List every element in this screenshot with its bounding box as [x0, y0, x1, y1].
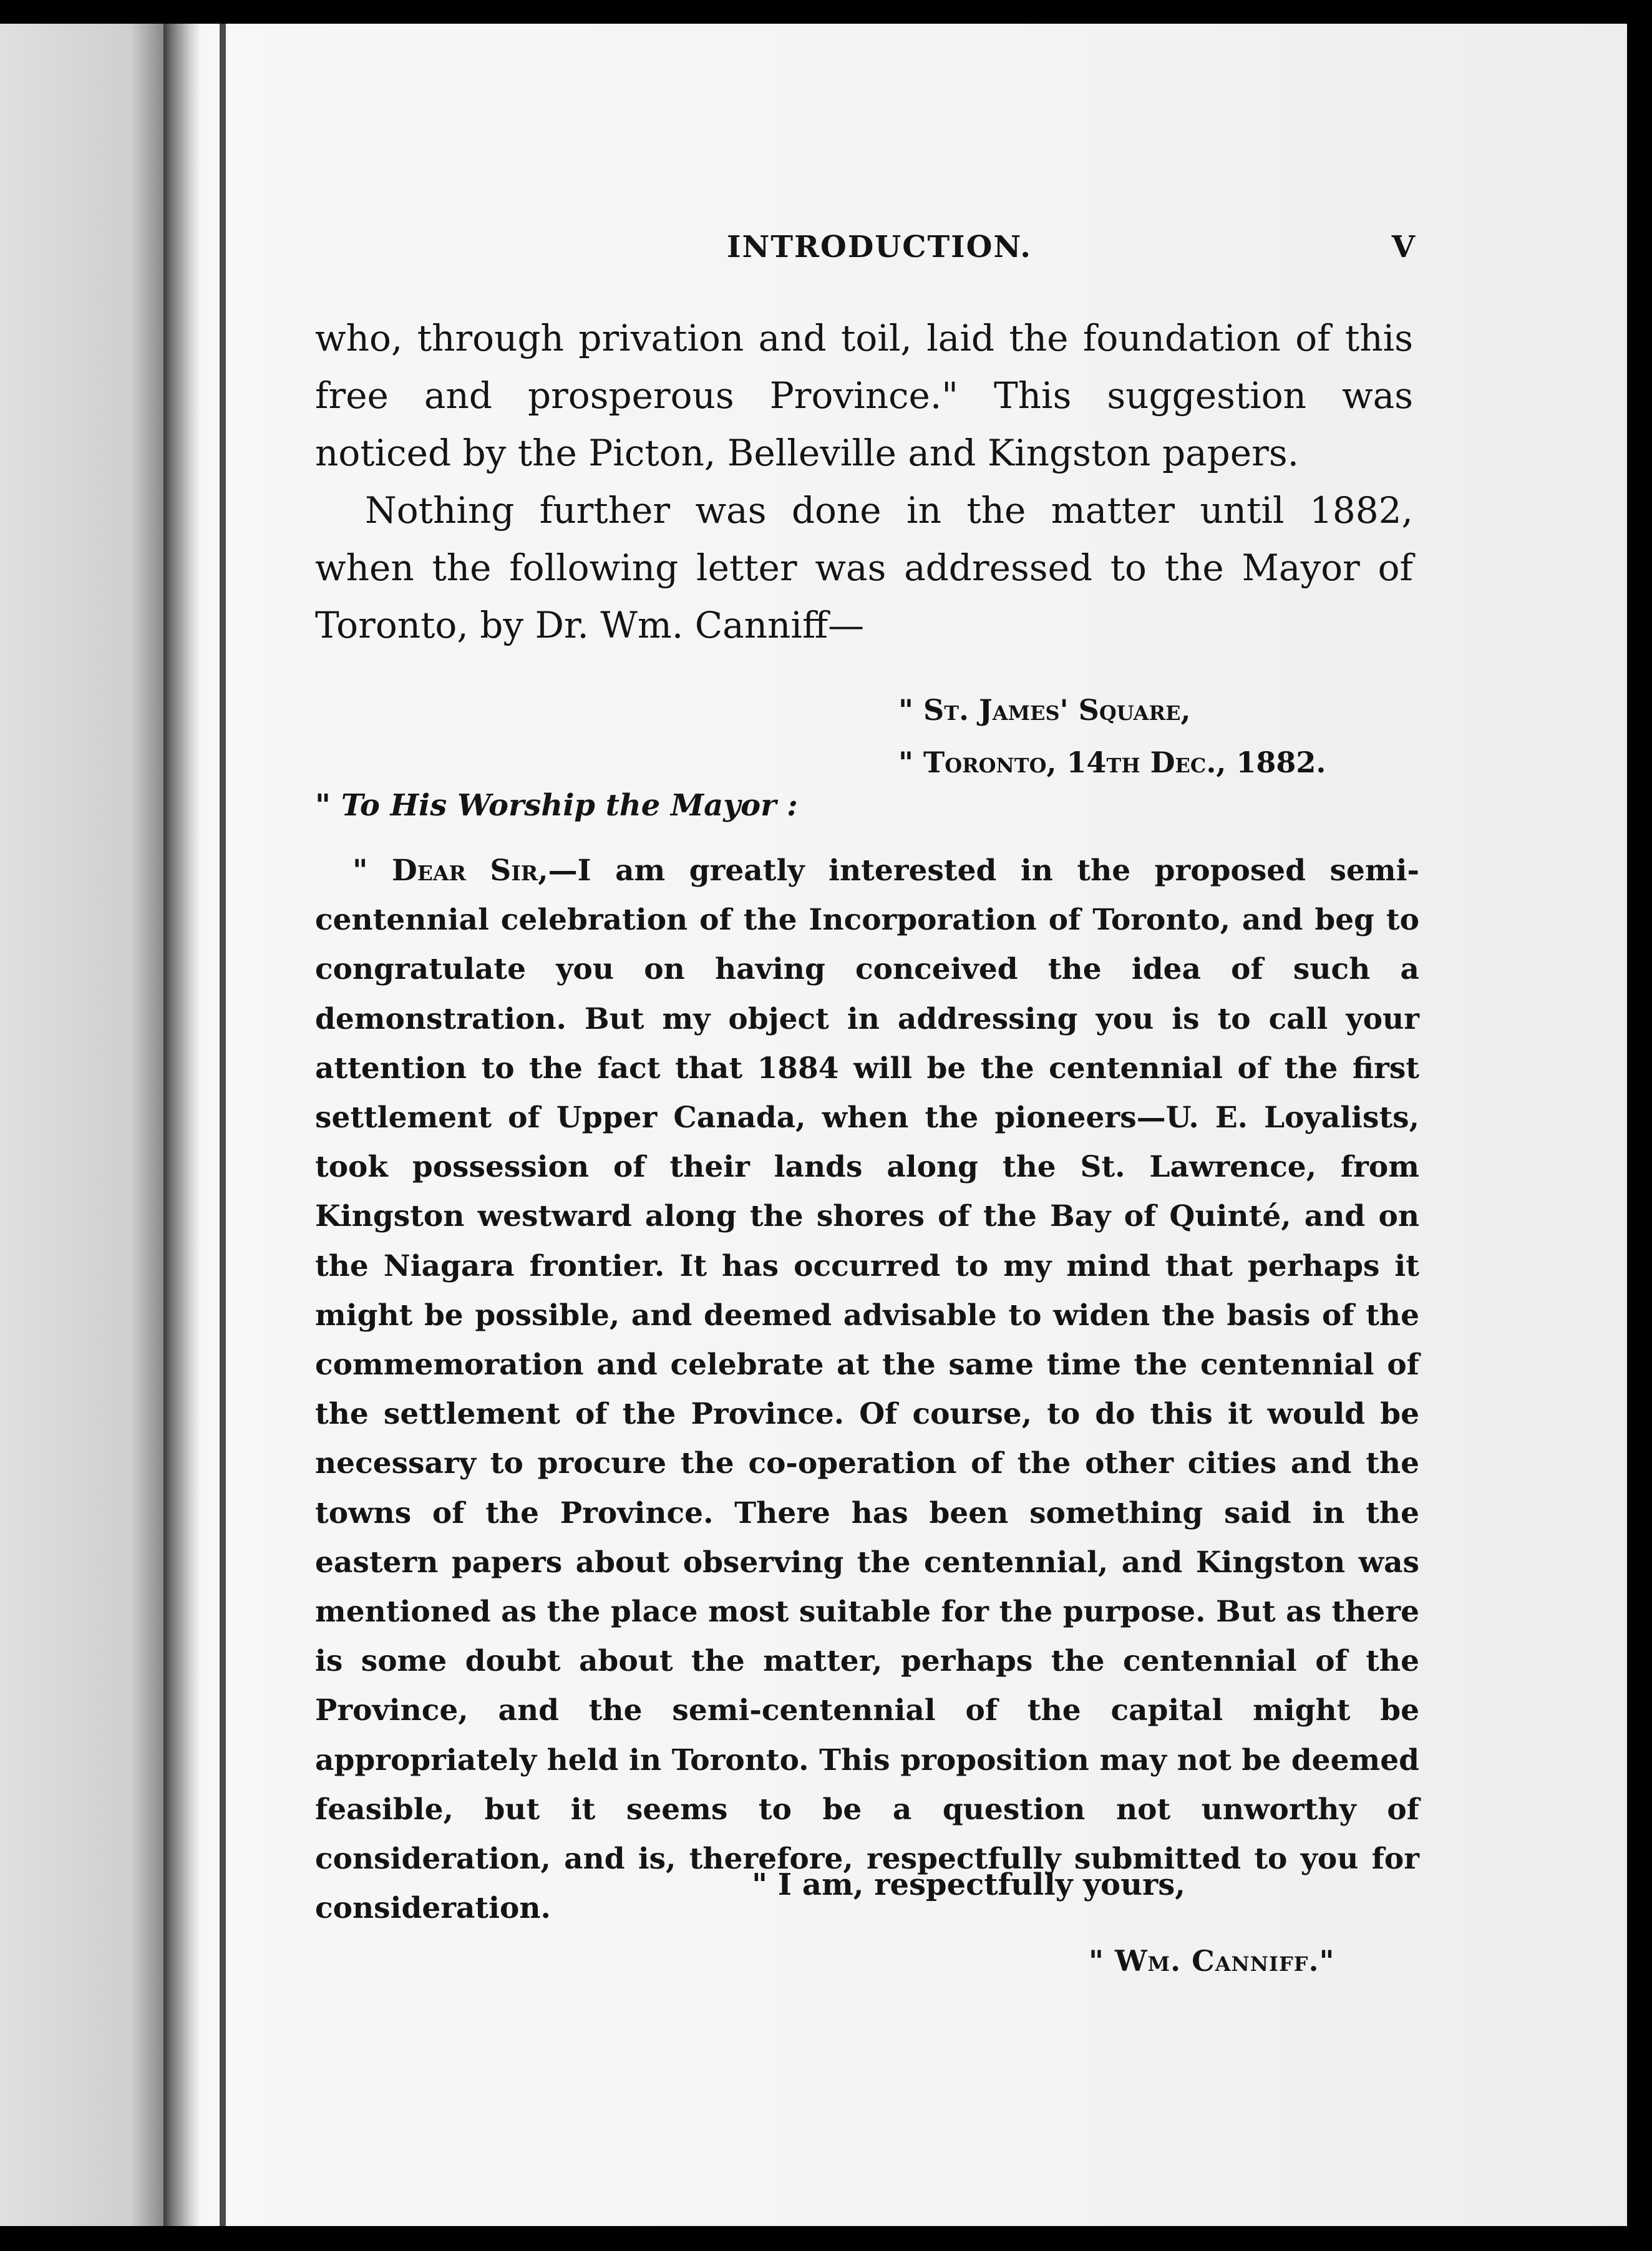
- page-number: V: [1391, 230, 1416, 265]
- letter-closing: " I am, respectfully yours,: [752, 1867, 1185, 1902]
- paragraph: who, through privation and toil, laid the foundation of this free and prosperous Province." This suggestion was noticed by the Picton, Belleville and Kingston papers.: [315, 317, 1413, 474]
- gutter-shadow: [163, 24, 201, 2226]
- letter-salutation: " To His Worship the Mayor :: [315, 788, 798, 823]
- introduction-text: [315, 309, 1413, 654]
- book-page: [0, 24, 1627, 2226]
- letter-signature: " Wm. Canniff.": [1089, 1944, 1335, 1978]
- letter-paragraph: [315, 846, 1419, 1933]
- letter-date-line: " Toronto, 14th Dec., 1882.: [898, 746, 1326, 779]
- gutter-line: [220, 24, 226, 2226]
- letter-body: [315, 846, 1419, 1933]
- letter-address-line: " St. James' Square,: [898, 693, 1191, 727]
- letter-text: —I am greatly interested in the proposed semi-centennial celebration of the Incorporation of Toronto, and beg to congratulate you on having conceived the idea of such a demonstration. But my object in addressing you is to call your attention to the fact that 1884 will be the centennial of the first settlement of Upper Canada, when the pioneers—U. E. Loyalists, took possession of their lands along the St. Lawrence, from Kingston westward along the shores of the Bay of Quinté, and on the Niagara frontier. It has occurred to my mind that perhaps it might be possible, and deemed advisable to widen the basis of the commemoration and celebrate at the same time the centennial of the settlement of the Province. Of course, to do this it would be necessary to procure the co-operation of the other cities and the towns of the Province. There has been something said in the eastern papers about observing the centennial, and Kingston was mentioned as the place most suitable for the purpose. But as there is some doubt about the matter, perhaps the centennial of the Province, and the semi-centennial of the capital might be appropriately held in Toronto. This proposition may not be deemed feasible, but it seems to be a question not unworthy of consideration, and is, therefore, respectfully submitted to you for consideration.: [315, 853, 1420, 1926]
- running-title: INTRODUCTION.: [727, 230, 1032, 265]
- letter-greeting: " Dear Sir,: [352, 853, 548, 888]
- facing-page-edge: [0, 24, 163, 2226]
- paragraph: Nothing further was done in the matter until 1882, when the following letter was addressed to the Mayor of Toronto, by Dr. Wm. Canniff—: [315, 489, 1413, 646]
- running-header: [312, 230, 1416, 273]
